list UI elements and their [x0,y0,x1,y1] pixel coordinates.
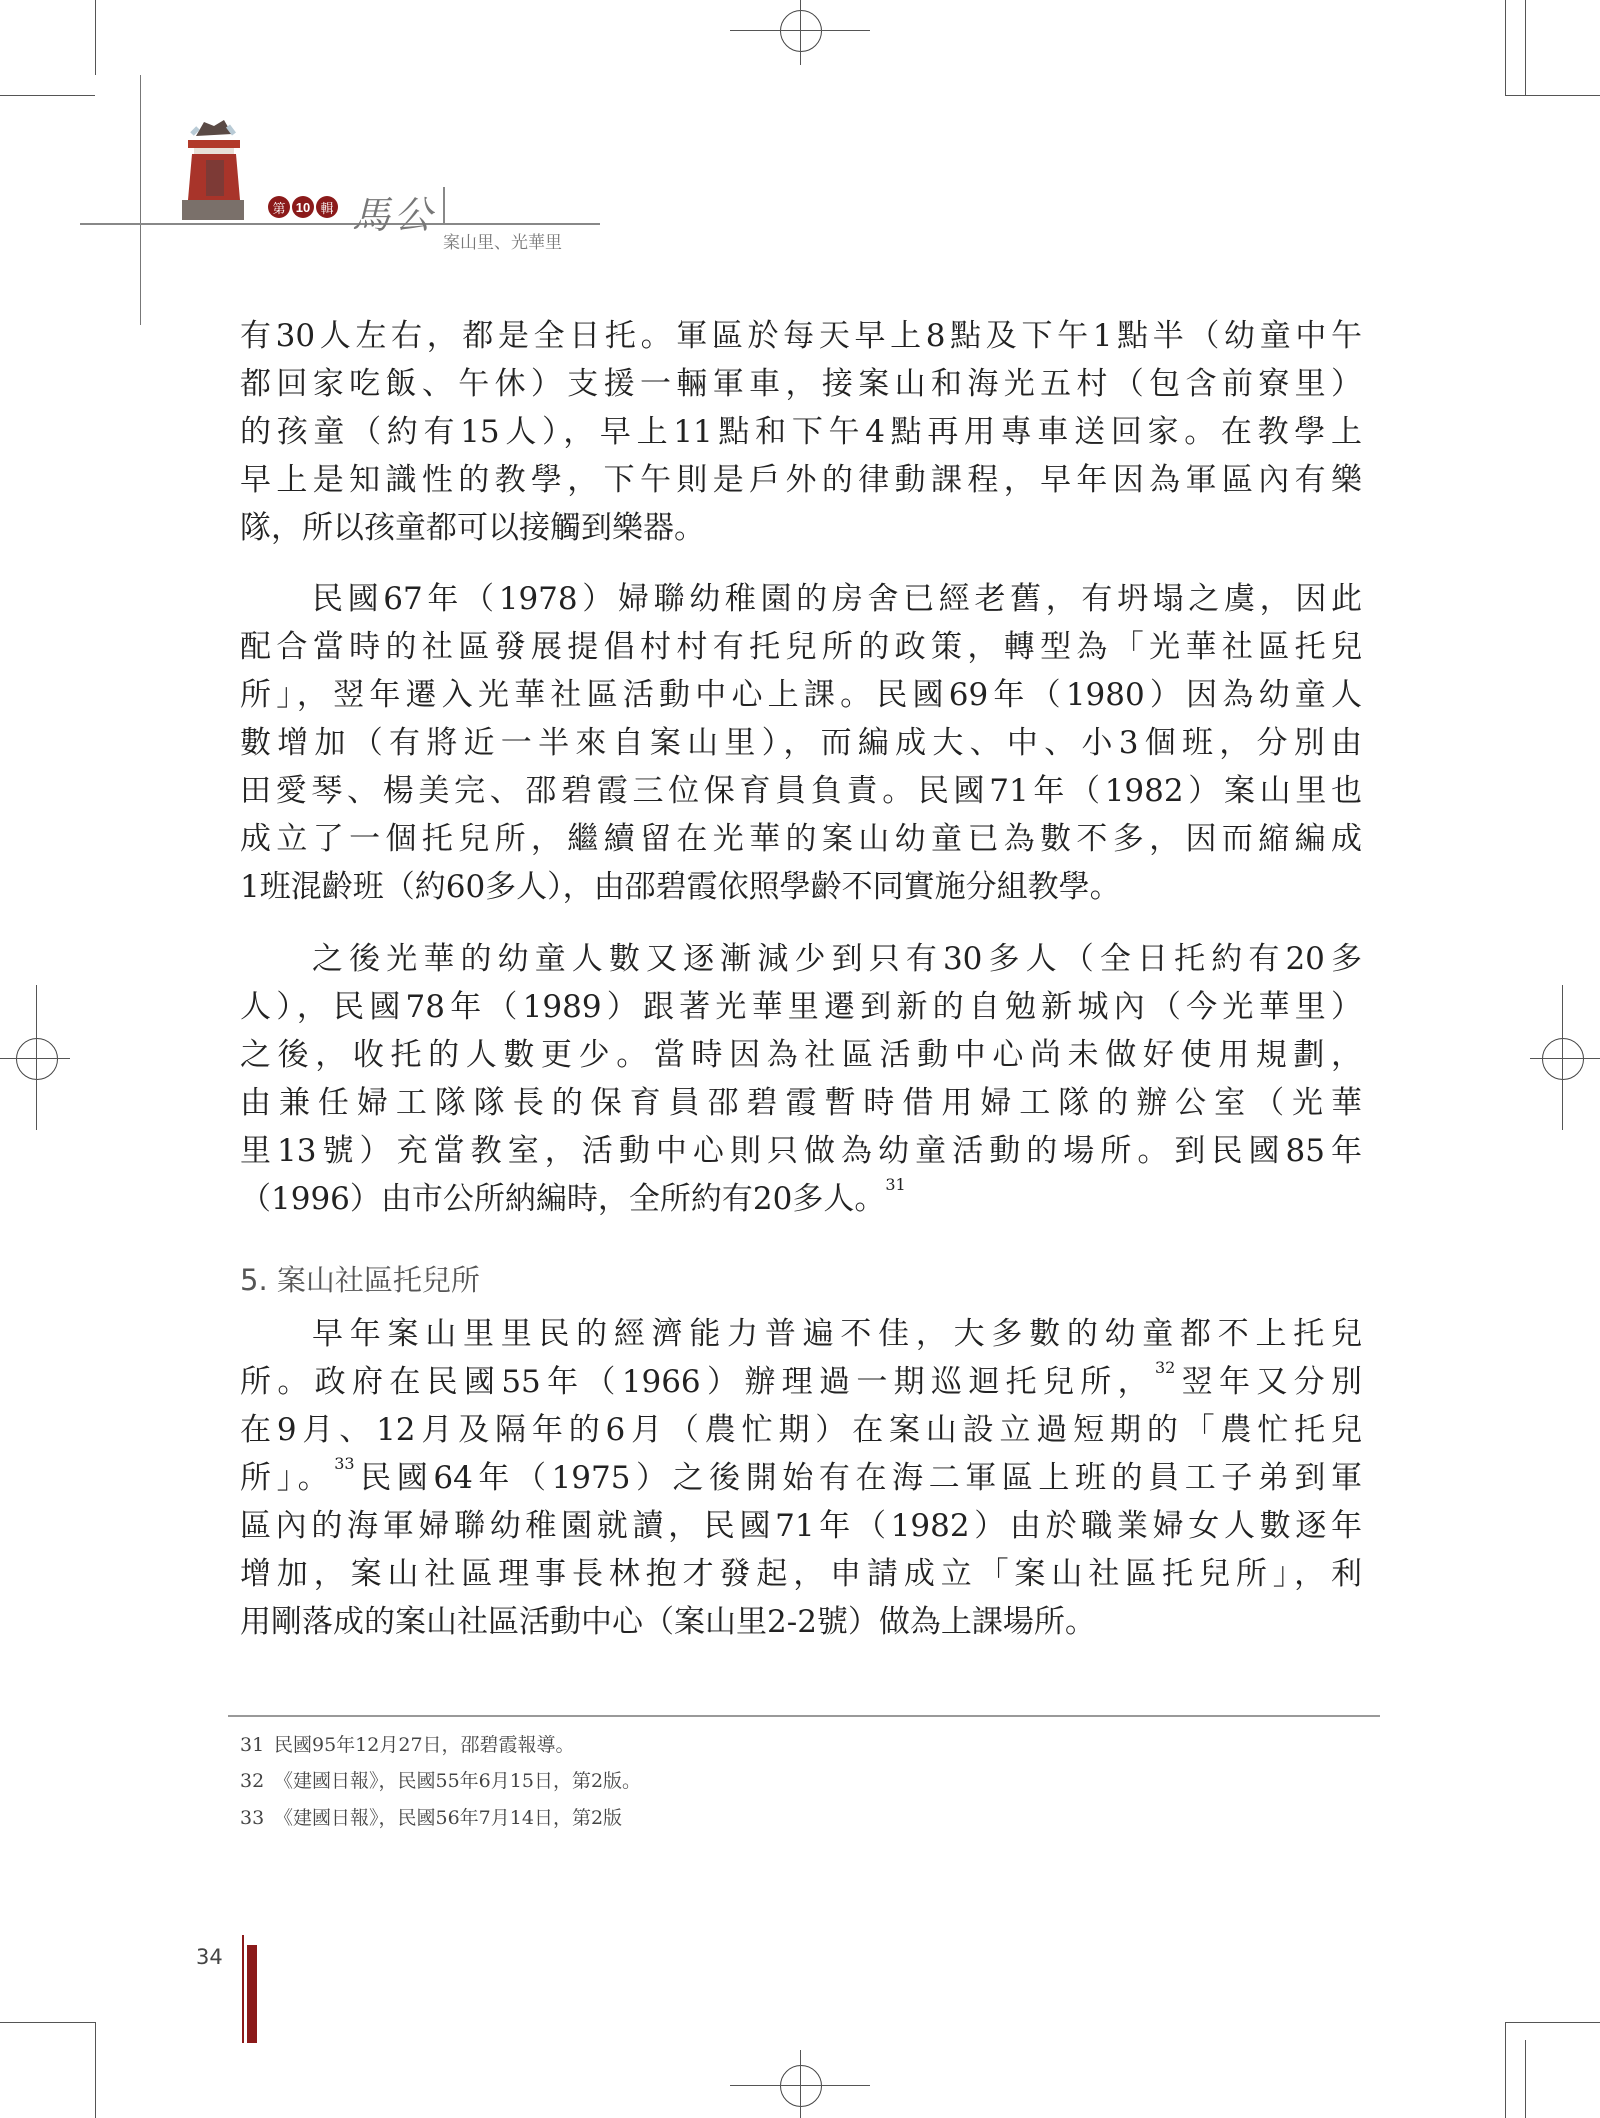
registration-mark [800,2050,801,2118]
text-line: 都回家吃飯、午休）支援一輛軍車，接案山和海光五村（包含前寮里） [240,366,1362,402]
crop-mark [1525,2040,1526,2118]
text-line: 之後光華的幼童人數又逐漸減少到只有30多人（全日托約有20多 [312,941,1362,977]
footnote-ref[interactable]: 33 [334,1454,355,1473]
text-line: 田愛琴、楊美完、邵碧霞三位保育員負責。民國71年（1982）案山里也 [240,773,1362,809]
footnote [240,1805,622,1831]
footnote-ref[interactable]: 32 [1154,1358,1176,1377]
text-line: 民國67年（1978）婦聯幼稚園的房舍已經老舊，有坍塌之虞，因此 [312,581,1362,617]
text-line: 早年案山里里民的經濟能力普遍不佳，大多數的幼童都不上托兒 [312,1316,1362,1352]
registration-mark [16,1038,58,1080]
text: 翌年又分別 [1175,1364,1363,1400]
footnote-number: 31 [240,1734,265,1756]
text-line: 數增加（有將近一半來自案山里），而編成大、中、小3個班，分別由 [240,725,1362,761]
header-rule [80,223,600,225]
crop-mark [0,2022,95,2023]
registration-mark [730,30,870,31]
registration-mark [780,2065,822,2107]
footnote-ref[interactable]: 31 [885,1175,906,1194]
crop-mark [95,0,96,75]
footnote-text: 民國95年12月27日，邵碧霞報導。 [274,1734,575,1756]
footnote-rule [228,1715,1380,1717]
section-heading: 5. 案山社區托兒所 [240,1263,480,1297]
text-line: 人），民國78年（1989）跟著光華里遷到新的自勉新城內（今光華里） [240,989,1362,1025]
text-line: 隊，所以孩童都可以接觸到樂器。 [240,510,705,546]
text-line: 配合當時的社區發展提倡村村有托兒所的政策，轉型為「光華社區托兒 [240,629,1362,665]
crop-mark [1525,0,1526,95]
text: 所。政府在民國55年（1966）辦理過一期巡迴托兒所， [240,1364,1155,1400]
header-vertical-rule [140,75,141,325]
text: 民國64年（1975）之後開始有在海二軍區上班的員工子弟到軍 [354,1460,1363,1496]
text-line [240,1175,1362,1223]
text-line: 的孩童（約有15人），早上11點和下午4點再用專車送回家。在教學上 [240,414,1362,450]
book-title: 馬公 [352,193,437,237]
footnote-number: 32 [240,1770,265,1792]
crop-mark [1505,2022,1506,2118]
footnote-text: 《建國日報》，民國55年6月15日，第2版。 [274,1770,642,1792]
registration-mark [730,2085,870,2086]
text-line: 所」，翌年遷入光華社區活動中心上課。民國69年（1980）因為幼童人 [240,677,1362,713]
registration-mark [1530,1058,1600,1059]
registration-mark [1542,1038,1584,1080]
page-number-bar [247,1945,257,2043]
crop-mark [1505,0,1506,95]
footnote [240,1768,641,1794]
footnote-text: 《建國日報》，民國56年7月14日，第2版 [274,1807,623,1829]
page-number: 34 [196,1945,223,1969]
text-line: 之後，收托的人數更少。當時因為社區活動中心尚未做好使用規劃， [240,1037,1362,1073]
footnote-number: 33 [240,1807,265,1829]
monument-logo-icon [178,112,248,224]
chapter-subtitle: 案山里、光華里 [443,233,562,253]
badge-number: 10 [292,196,314,218]
crop-mark [1505,95,1600,96]
registration-mark [0,1058,70,1059]
text-line: 早上是知識性的教學，下午則是戶外的律動課程，早年因為軍區內有樂 [240,462,1362,498]
text-line [240,1358,1362,1406]
text-line: 由兼任婦工隊隊長的保育員邵碧霞暫時借用婦工隊的辦公室（光華 [240,1085,1362,1121]
text-line: 用剛落成的案山社區活動中心（案山里2-2號）做為上課場所。 [240,1604,1096,1640]
text-line: 在9月、12月及隔年的6月（農忙期）在案山設立過短期的「農忙托兒 [240,1412,1362,1448]
text-line: 增加，案山社區理事長林抱才發起，申請成立「案山社區托兒所」，利 [240,1556,1362,1592]
crop-mark [95,2022,96,2118]
crop-mark [1505,2022,1600,2023]
page-number-bar-thin [242,1935,244,2043]
registration-mark [800,0,801,65]
footnote [240,1732,575,1758]
volume-badge [268,196,338,218]
crop-mark [0,95,95,96]
text-line [240,1454,1362,1502]
text-line: 區內的海軍婦聯幼稚園就讀，民國71年（1982）由於職業婦女人數逐年 [240,1508,1362,1544]
text-line: 1班混齡班（約60多人），由邵碧霞依照學齡不同實施分組教學。 [240,869,1121,905]
text: （1996）由市公所納編時，全所約有20多人。 [240,1181,886,1217]
text: 所」。 [240,1460,335,1496]
badge-char: 輯 [316,196,338,218]
badge-char: 第 [268,196,290,218]
text-line: 里13號）充當教室，活動中心則只做為幼童活動的場所。到民國85年 [240,1133,1362,1169]
title-separator [443,187,445,223]
text-line: 成立了一個托兒所，繼續留在光華的案山幼童已為數不多，因而縮編成 [240,821,1362,857]
text-line: 有30人左右，都是全日托。軍區於每天早上8點及下午1點半（幼童中午 [240,318,1362,354]
registration-mark [780,10,822,52]
